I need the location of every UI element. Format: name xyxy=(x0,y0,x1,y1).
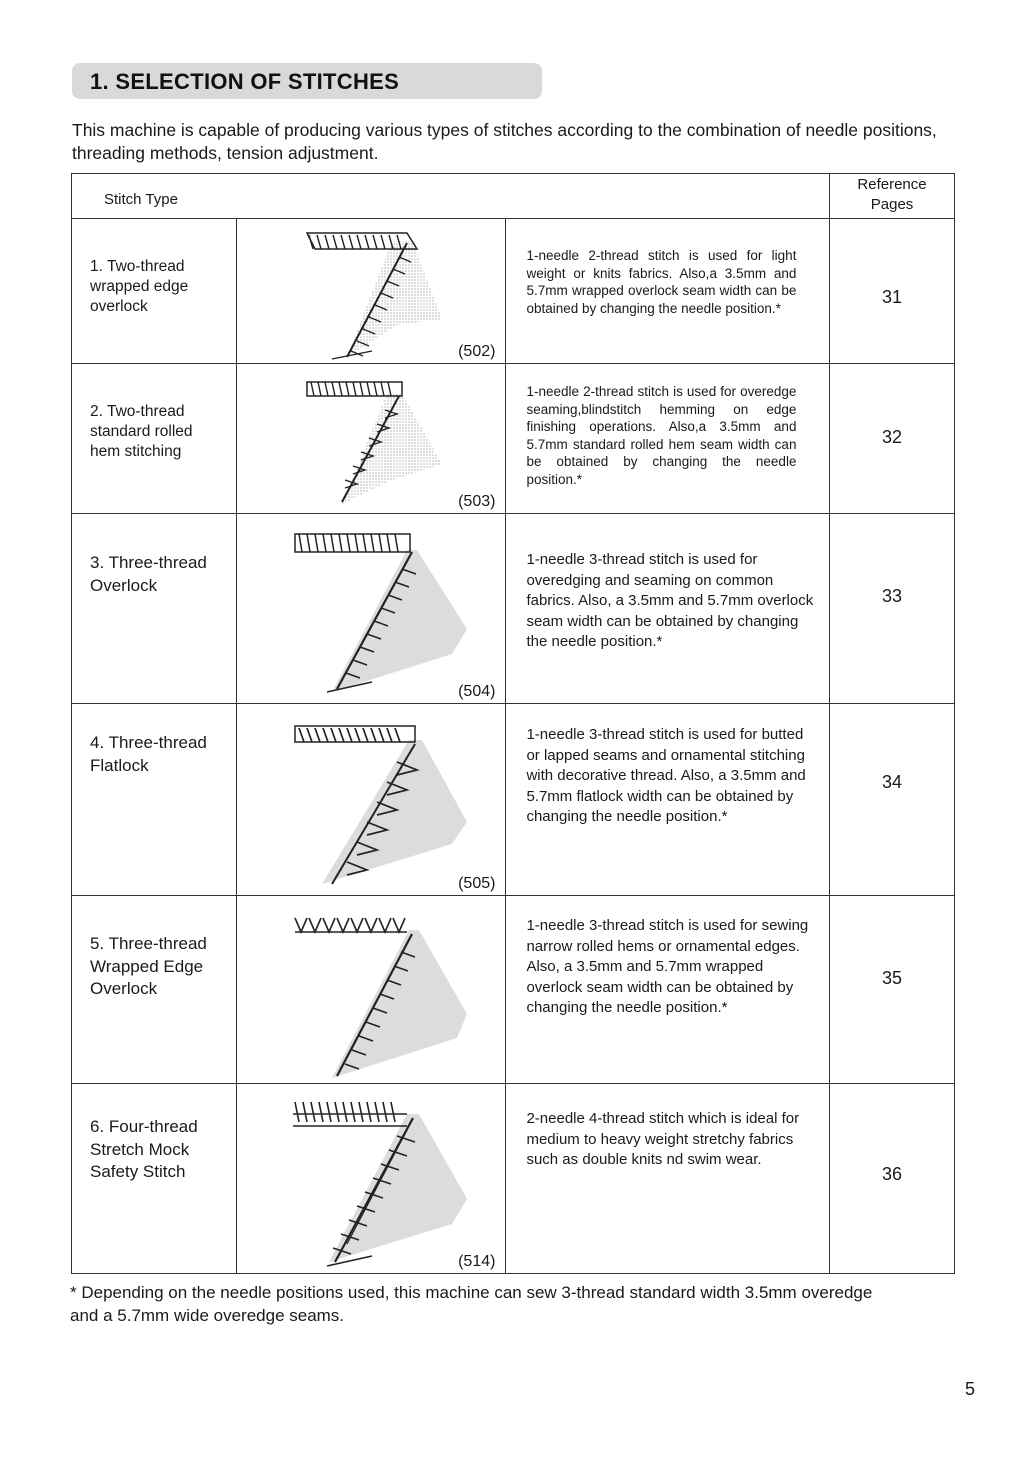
reference-page-number: 33 xyxy=(882,586,903,606)
reference-page-number: 32 xyxy=(882,427,903,447)
stitch-514-illustration xyxy=(237,1084,507,1274)
stitch-type-cell xyxy=(72,514,237,704)
footnote: * Depending on the needle positions used, this machine can sew 3-thread standard width 3.5mm overedge and a 5.7mm wide overedge seams. xyxy=(70,1283,873,1325)
stitch-type-label: 3. Three-thread Overlock xyxy=(90,553,207,595)
stitch-code: (502) xyxy=(458,343,496,360)
stitch-code: (505) xyxy=(458,875,496,892)
stitch-illustration-cell xyxy=(236,704,506,896)
stitch-503-illustration xyxy=(237,364,507,514)
reference-page-number: 31 xyxy=(882,287,903,307)
stitch-description: 1-needle 2-thread stitch is used for light weight or knits fabrics. Also,a 3.5mm and 5.7mm wrapped overlock seam width can be obtained by changing the needle position.* xyxy=(526,248,797,316)
reference-page-cell xyxy=(830,1084,955,1274)
stitch-type-cell xyxy=(72,1084,237,1274)
reference-page-number: 34 xyxy=(882,772,903,792)
stitch-type-label: 6. Four-thread Stretch Mock Safety Stitch xyxy=(90,1117,198,1181)
stitch-code: (514) xyxy=(458,1253,496,1270)
stitch-selection-table xyxy=(71,173,955,1274)
page-number: 5 xyxy=(965,1379,976,1399)
stitch-type-cell xyxy=(72,364,237,514)
description-cell xyxy=(506,364,830,514)
stitch-type-cell xyxy=(72,219,237,364)
header-stitch-type: Stitch Type xyxy=(72,174,830,219)
intro-paragraph: This machine is capable of producing various types of stitches according to the combination of needle positions, threading methods, tension adjustment. xyxy=(72,120,937,163)
stitch-type-label: 5. Three-thread Wrapped Edge Overlock xyxy=(90,934,207,998)
reference-page-cell xyxy=(830,364,955,514)
table-header-row xyxy=(72,174,955,219)
stitch-description: 2-needle 4-thread stitch which is ideal for medium to heavy weight stretchy fabrics such as double knits nd swim wear. xyxy=(526,1110,800,1168)
stitch-description: 1-needle 2-thread stitch is used for overedge seaming,blindstitch hemming on edge finishing operations. Also,a 3.5mm and 5.7mm standard rolled hem seam width can be obtained by changing the needle position.* xyxy=(526,384,797,487)
stitch-type-label: 4. Three-thread Flatlock xyxy=(90,733,207,775)
section-title-bar xyxy=(72,63,542,99)
reference-page-cell xyxy=(830,219,955,364)
table-row xyxy=(72,364,955,514)
stitch-description: 1-needle 3-thread stitch is used for butted or lapped seams and ornamental stitching with decorative thread. Also, a 3.5mm and 5.7mm flatlock width can be obtained by changing the needle position.* xyxy=(526,726,806,825)
stitch-illustration-cell xyxy=(236,1084,506,1274)
header-reference-pages: Reference Pages xyxy=(830,174,955,219)
stitch-code: (504) xyxy=(458,683,496,700)
table-row xyxy=(72,704,955,896)
stitch-type-label: 1. Two-thread wrapped edge overlock xyxy=(90,258,189,315)
stitch-illustration-cell xyxy=(236,219,506,364)
reference-page-number: 36 xyxy=(882,1164,903,1184)
table-row xyxy=(72,219,955,364)
reference-page-cell xyxy=(830,704,955,896)
stitch-code: (503) xyxy=(458,493,496,510)
stitch-wrapped-edge-illustration xyxy=(237,896,507,1084)
description-cell xyxy=(506,514,830,704)
description-cell xyxy=(506,219,830,364)
table-row xyxy=(72,1084,955,1274)
stitch-504-illustration xyxy=(237,514,507,704)
stitch-illustration-cell xyxy=(236,514,506,704)
table-row xyxy=(72,896,955,1084)
section-title: 1. SELECTION OF STITCHES xyxy=(90,69,400,94)
description-cell xyxy=(506,896,830,1084)
reference-page-cell xyxy=(830,514,955,704)
stitch-illustration-cell xyxy=(236,364,506,514)
reference-page-number: 35 xyxy=(882,968,903,988)
stitch-505-illustration xyxy=(237,704,507,896)
stitch-type-label: 2. Two-thread standard rolled hem stitching xyxy=(90,403,193,460)
table-row xyxy=(72,514,955,704)
reference-page-cell xyxy=(830,896,955,1084)
stitch-description: 1-needle 3-thread stitch is used for overedging and seaming on common fabrics. Also, a 3.5mm and 5.7mm overlock seam width can be obtained by changing the needle position.* xyxy=(526,551,814,650)
stitch-type-cell xyxy=(72,704,237,896)
stitch-description: 1-needle 3-thread stitch is used for sewing narrow rolled hems or ornamental edges. Also, a 3.5mm and 5.7mm wrapped overlock seam width can be obtained by changing the needle position.* xyxy=(526,917,809,1016)
stitch-illustration-cell xyxy=(236,896,506,1084)
description-cell xyxy=(506,704,830,896)
description-cell xyxy=(506,1084,830,1274)
stitch-type-cell xyxy=(72,896,237,1084)
